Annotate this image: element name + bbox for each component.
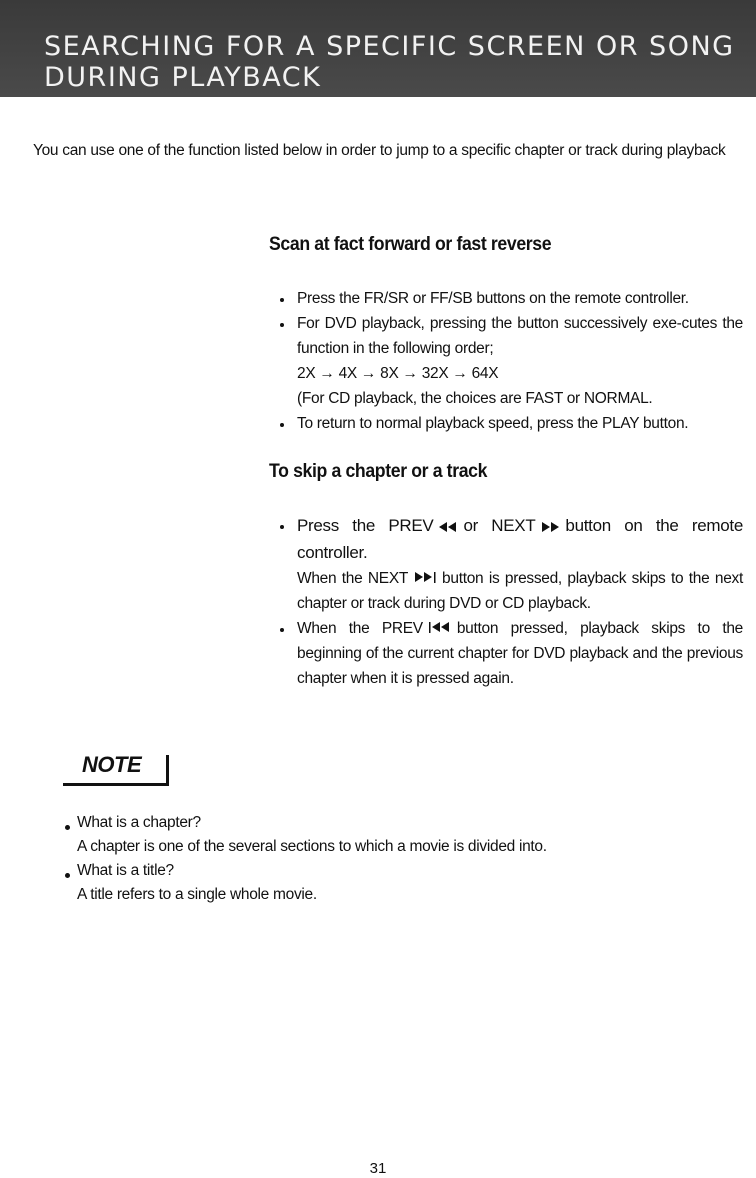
skip-b1-part2: or NEXT [463,516,536,535]
list-item [269,286,743,311]
page-number: 31 [369,1160,387,1177]
note-answer-1: A chapter is one of the several sections to which a movie is divided into. [77,838,547,855]
speed-sequence: 2X → 4X → 8X → 32X → 64X [297,365,499,382]
note-question-2: What is a title? [77,862,174,879]
page-header [0,0,756,97]
scan-bullet-2: For DVD playback, pressing the button successively exe-cutes the function in the following order; [297,315,743,357]
scan-section [269,234,743,436]
bullet-icon [65,825,70,830]
note-answer-2: A title refers to a single whole movie. [77,886,317,903]
list-item [63,859,683,883]
list-item [63,835,683,859]
scan-list [269,286,743,436]
scan-heading: Scan at fact forward or fast reverse [269,234,552,255]
list-item [63,811,683,835]
note-list [63,811,683,907]
fast-forward-icon [541,514,559,540]
note-label: NOTE [82,752,142,777]
intro-text: You can use one of the function listed below in order to jump to a specific chapter or track during playback [33,142,726,159]
list-item [269,311,743,411]
skip-previous-icon [429,616,451,641]
bullet-icon [280,628,284,632]
bullet-icon [280,525,284,529]
bullet-icon [65,873,70,878]
list-item [269,616,743,691]
note-divider [166,755,169,786]
bullet-icon [280,298,284,302]
note-box [63,752,169,786]
scan-bullet-3: To return to normal playback speed, press the PLAY button. [297,415,689,432]
note-underline [63,783,169,786]
list-item [269,411,743,436]
skip-next-part2: button is pressed, playback skips to the next chapter or track during DVD or CD playback. [297,569,743,612]
scan-bullet-1: Press the FR/SR or FF/SB buttons on the remote controller. [297,290,689,307]
bullet-icon [280,323,284,327]
skip-list [269,513,743,691]
skip-next-icon [414,566,436,591]
skip-b2-part1: When the PREV [297,619,423,637]
list-item [269,513,743,616]
note-question-1: What is a chapter? [77,814,201,831]
skip-b1-part3: button on the remote controller. [297,516,744,562]
rewind-icon [439,514,457,540]
cd-note: (For CD playback, the choices are FAST or NORMAL. [297,390,653,407]
skip-b1-part1: Press the PREV [297,516,434,535]
page-title: SEARCHING FOR A SPECIFIC SCREEN OR SONG DURING PLAYBACK [44,31,735,93]
skip-section [269,461,743,691]
skip-next-part1: When the NEXT [297,569,409,587]
skip-b2-part2: button pressed, playback skips to the beginning of the current chapter for DVD playback and the previous chapter when it is pressed again. [297,619,743,688]
bullet-icon [280,423,284,427]
skip-heading: To skip a chapter or a track [269,461,488,482]
list-item [63,883,683,907]
